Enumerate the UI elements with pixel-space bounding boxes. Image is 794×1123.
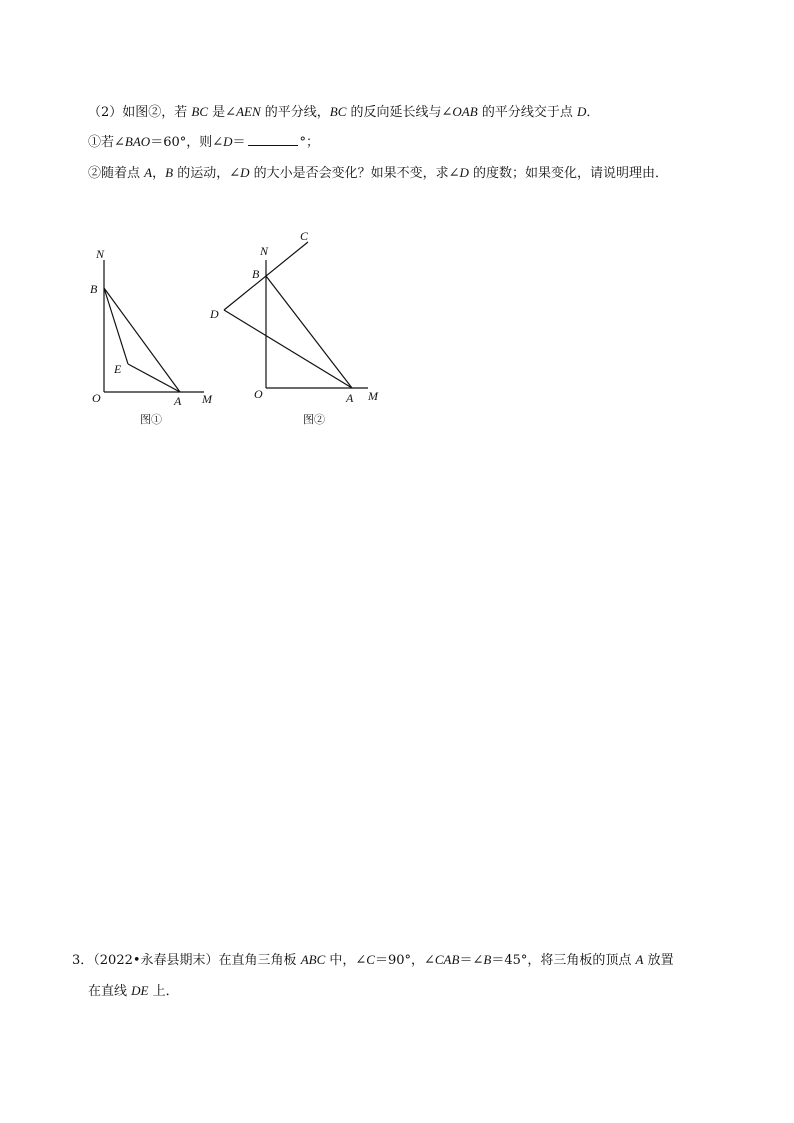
fig1-seg-BE [104,288,128,364]
fig2-seg-BA [266,276,352,388]
answer-blank [248,133,298,146]
part2-line2: ①若∠BAO＝60°，则∠D＝ °； [88,134,320,150]
fig2-label-C: C [300,229,309,243]
fig1-label-B: B [90,282,98,296]
fig1-seg-EA [128,364,180,392]
fig1-label-A: A [174,394,182,408]
fig1-caption: 图① [140,414,162,426]
fig2-label-M: M [368,389,378,403]
part2-line1: （2）如图②，若 BC 是∠AEN 的平分线，BC 的反向延长线与∠OAB 的平分线交于点 D． [88,104,600,120]
problem3-line1: 3．（2022•永春县期末）在直角三角板 ABC 中，∠C＝90°，∠CAB＝∠B＝45°，将三角板的顶点 A 放置 [72,952,674,968]
figure-2 [200,220,420,440]
fig1-label-M: M [202,392,212,406]
fig2-caption: 图② [303,414,325,426]
fig1-label-O: O [92,391,101,405]
fig2-label-B: B [252,267,260,281]
fig2-label-O: O [254,387,263,401]
fig1-label-E: E [114,362,122,376]
fig2-label-A: A [346,391,354,405]
part2-line3: ②随着点 A，B 的运动，∠D 的大小是否会变化？如果不变，求∠D 的度数；如果变化，请说明理由． [88,165,669,181]
fig2-label-D: D [210,307,219,321]
fig1-seg-BA [104,288,180,392]
fig2-seg-DA [224,310,352,388]
fig1-label-N: N [96,247,105,261]
problem3-line2: 在直线 DE 上． [88,983,179,999]
fig2-label-N: N [260,244,269,258]
